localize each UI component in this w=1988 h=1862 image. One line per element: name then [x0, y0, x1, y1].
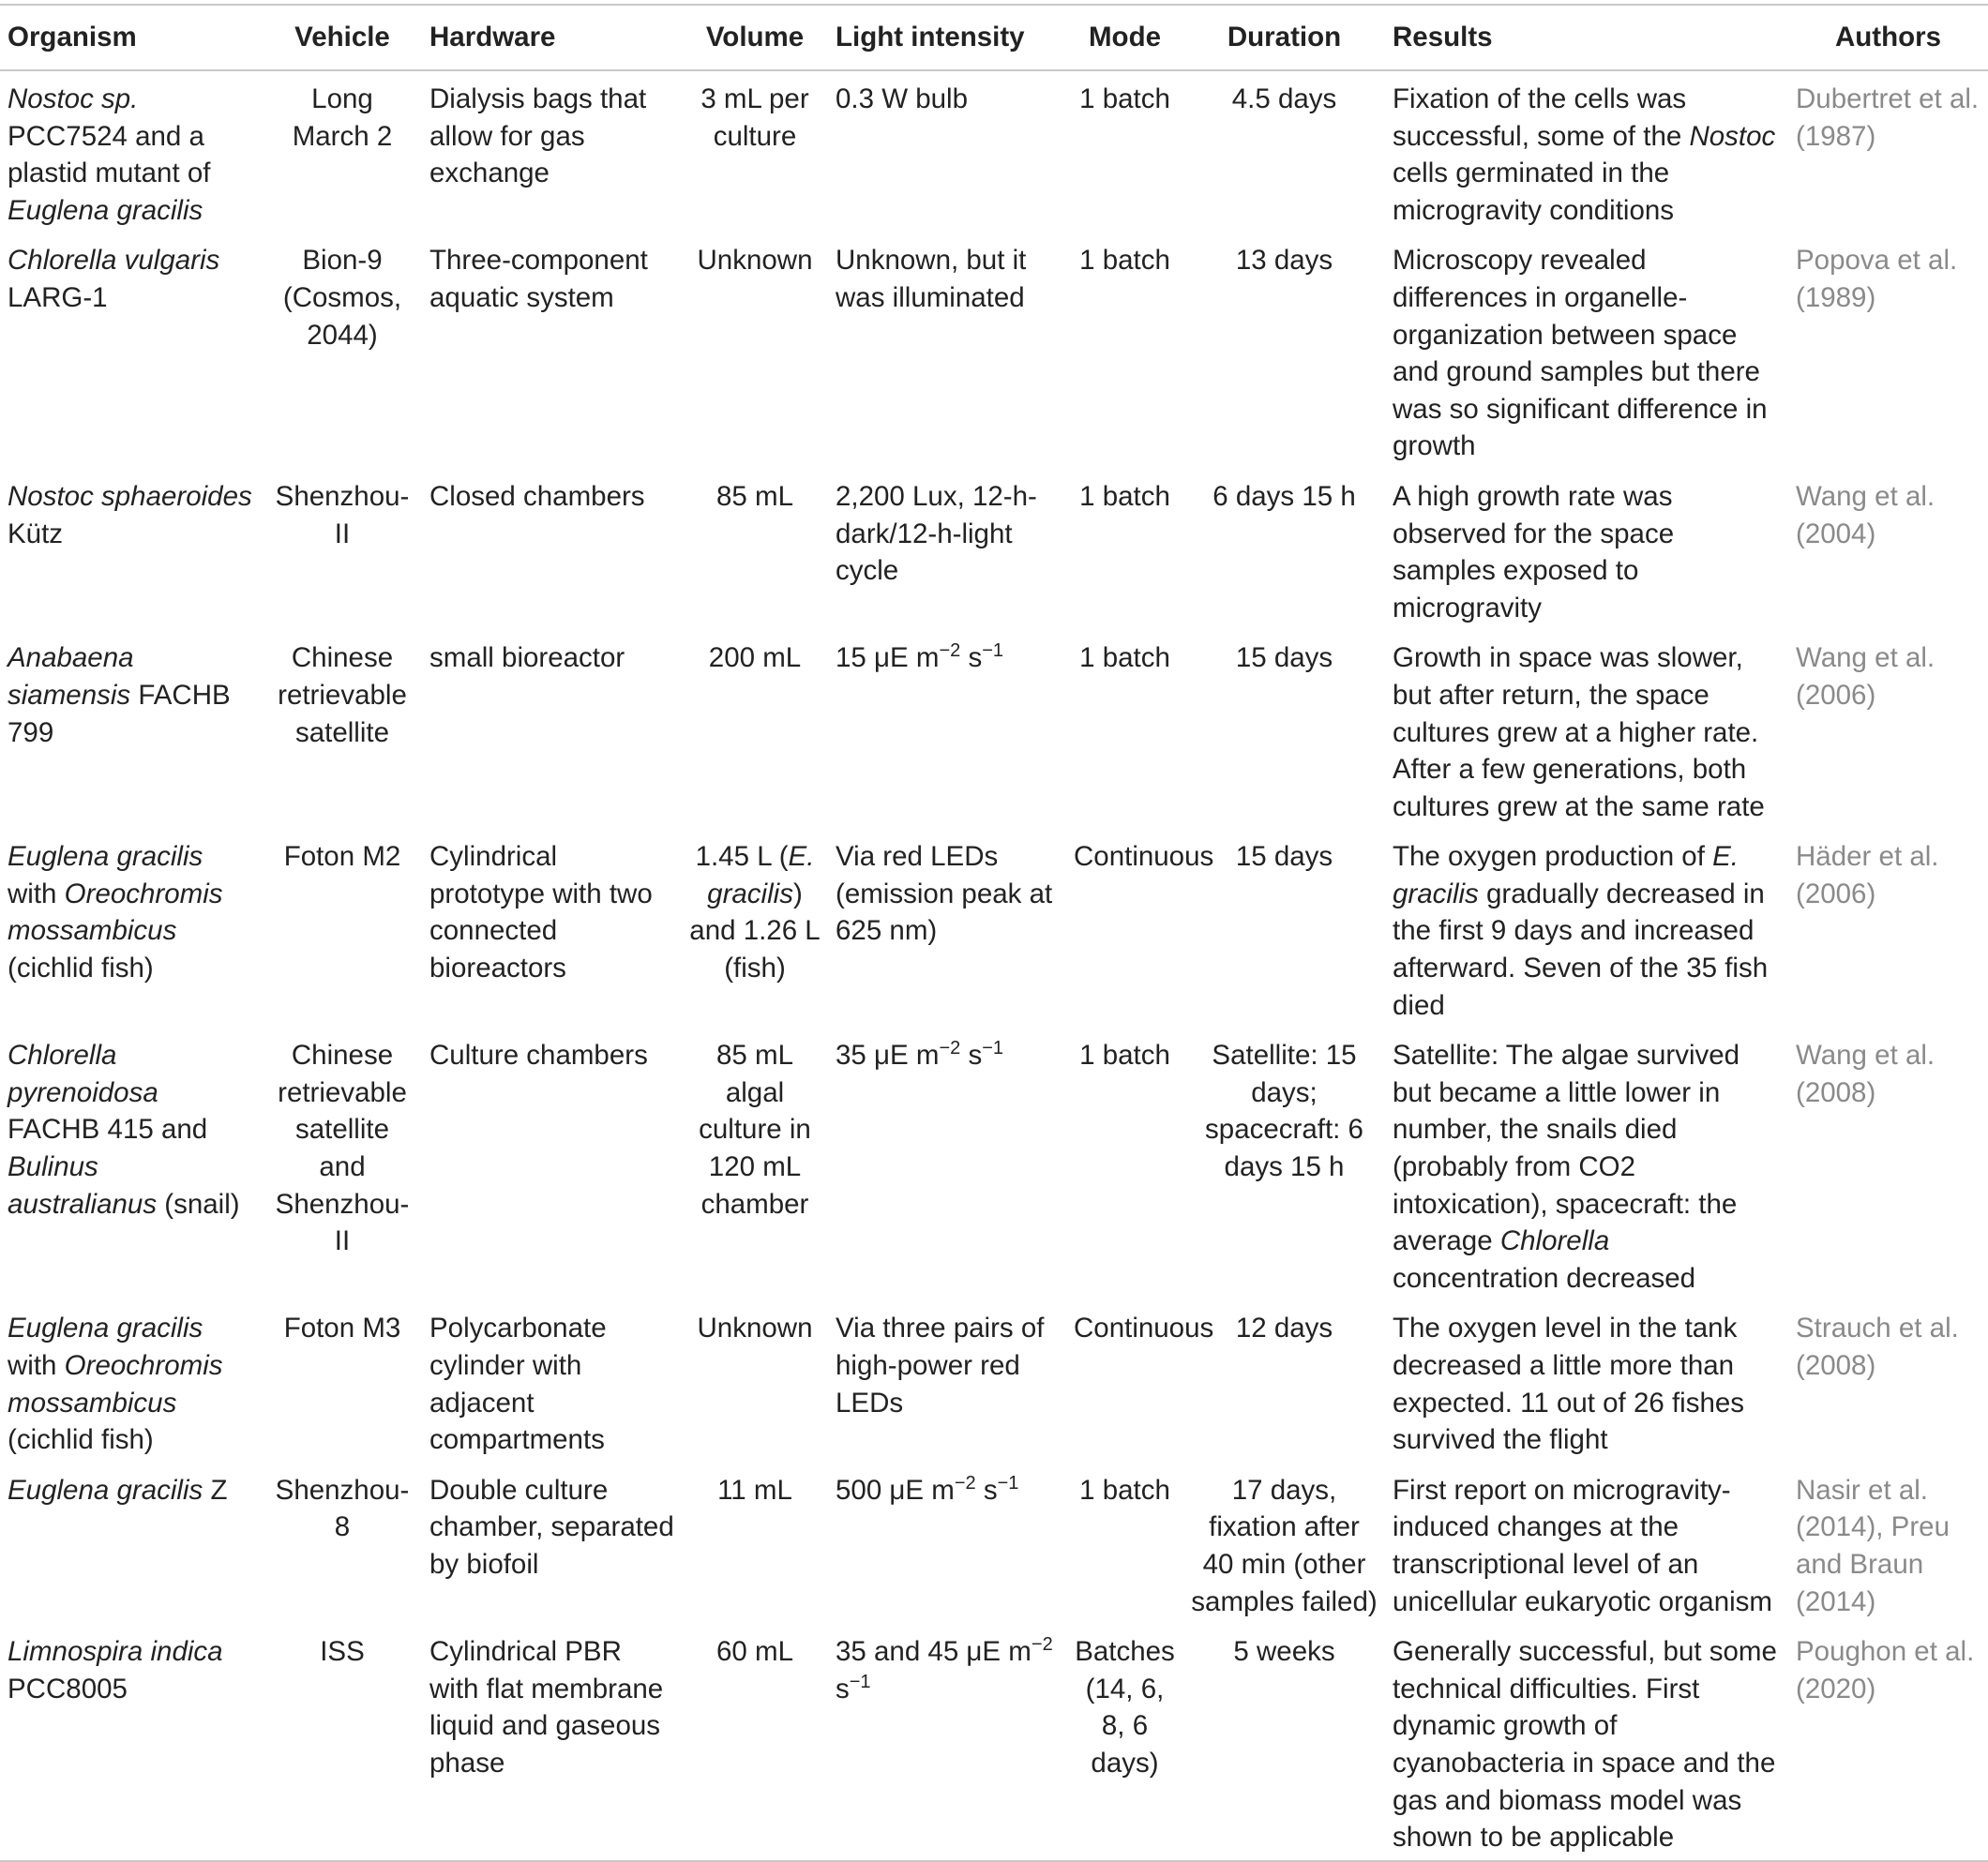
header-duration: Duration	[1227, 22, 1342, 53]
cell-organism	[0, 1028, 263, 1300]
cell-organism-segment: Chlorella vulgaris	[8, 245, 220, 277]
cell-light-intensity	[828, 469, 1066, 630]
cell-hardware: Three-component aquatic system	[429, 245, 648, 313]
cell-hardware: small bioreactor	[429, 642, 625, 674]
cell-light-intensity	[828, 630, 1066, 829]
table-row	[0, 233, 1988, 469]
header-organism: Organism	[8, 22, 137, 53]
cell-organism-segment: FACHB 799	[8, 679, 231, 748]
cell-authors: Poughon et al. (2020)	[1796, 1636, 1975, 1704]
header-light-intensity: Light intensity	[836, 22, 1025, 53]
cell-results	[1385, 70, 1788, 233]
cell-duration: 12 days	[1235, 1313, 1333, 1344]
cell-results-segment: gradually decreased in the first 9 days and increased afterward. Seven of the 35 fish died	[1393, 878, 1769, 1021]
cell-light-intensity-segment: 500 μE m	[836, 1474, 955, 1506]
cell-organism	[0, 469, 263, 630]
cell-vehicle: Chinese retrievable satellite and Shenzhou-II	[275, 1040, 410, 1257]
cell-organism	[0, 1624, 263, 1861]
cell-volume: 85 mL	[716, 480, 793, 512]
cell-light-intensity-segment: 0.3 W bulb	[836, 83, 969, 114]
cell-results	[1385, 1624, 1788, 1861]
cell-hardware: Cylindrical PBR with flat membrane liquid and gaseous phase	[429, 1636, 664, 1779]
cell-organism-segment: Kütz	[8, 518, 64, 549]
cell-organism-segment: PCC8005	[8, 1673, 128, 1704]
cell-organism	[0, 1300, 263, 1462]
cell-results	[1385, 1300, 1788, 1462]
cell-mode: Continuous	[1074, 1313, 1214, 1344]
microgravity-studies-table	[0, 4, 1988, 1862]
cell-organism-segment: Bulinus australianus	[8, 1151, 158, 1220]
cell-mode: 1 batch	[1079, 83, 1170, 114]
cell-volume: 60 mL	[716, 1636, 793, 1668]
table-row	[0, 1028, 1988, 1300]
cell-light-intensity-segment: −1	[849, 1671, 871, 1692]
cell-light-intensity	[828, 70, 1066, 233]
cell-light-intensity-segment: −1	[982, 640, 1004, 662]
table-row	[0, 1624, 1988, 1861]
cell-results-segment: A high growth rate was observed for the space samples exposed to microgravity	[1393, 480, 1675, 623]
cell-vehicle: Foton M2	[283, 841, 401, 873]
cell-organism-segment: (cichlid fish)	[8, 1424, 154, 1456]
cell-light-intensity	[828, 1624, 1066, 1861]
cell-results-segment: Satellite: The algae survived but became a little lower in number, the snails died (probably from CO2 intoxication), spacecraft: the average	[1393, 1040, 1740, 1257]
cell-results	[1385, 469, 1788, 630]
cell-results-segment: Growth in space was slower, but after return, the space cultures grew at a higher rate. After a few generations, both cultures grew at the same rate	[1393, 642, 1765, 822]
cell-hardware: Culture chambers	[429, 1040, 648, 1072]
cell-organism-segment: Oreochromis mossambicus	[8, 878, 223, 947]
cell-duration: Satellite: 15 days; spacecraft: 6 days 15 h	[1205, 1040, 1363, 1183]
cell-duration: 13 days	[1235, 245, 1333, 277]
cell-authors: Dubertret et al. (1987)	[1796, 83, 1980, 152]
cell-organism	[0, 1463, 263, 1624]
cell-organism-segment: Z	[203, 1474, 228, 1506]
cell-duration: 15 days	[1235, 841, 1333, 873]
cell-hardware: Polycarbonate cylinder with adjacent compartments	[429, 1313, 607, 1456]
cell-results-segment: The oxygen level in the tank decreased a little more than expected. 11 out of 26 fishes survived the flight	[1393, 1313, 1745, 1456]
cell-vehicle: ISS	[320, 1636, 365, 1668]
table-row	[0, 1463, 1988, 1624]
cell-volume: Unknown	[697, 245, 813, 277]
cell-results	[1385, 1028, 1788, 1300]
cell-duration: 4.5 days	[1231, 83, 1337, 114]
cell-light-intensity-segment: 2,200 Lux, 12-h-dark/12-h-light cycle	[836, 480, 1037, 587]
cell-organism	[0, 630, 263, 829]
cell-vehicle: Shenzhou-8	[275, 1474, 410, 1543]
cell-organism-segment: Euglena gracilis	[8, 1313, 203, 1344]
cell-volume: 85 mL algal culture in 120 mL chamber	[699, 1040, 811, 1220]
cell-light-intensity-segment: s	[975, 1474, 998, 1506]
cell-volume: 200 mL	[708, 642, 802, 674]
cell-light-intensity-segment: s	[960, 1040, 983, 1072]
table-row	[0, 469, 1988, 630]
cell-volume-segment: ) and 1.26 L (fish)	[689, 878, 821, 984]
cell-results	[1385, 233, 1788, 469]
cell-organism-segment: Euglena gracilis	[8, 841, 203, 873]
cell-mode: 1 batch	[1079, 1040, 1170, 1072]
cell-authors: Popova et al. (1989)	[1796, 245, 1958, 313]
cell-volume: 3 mL per culture	[700, 83, 809, 152]
cell-organism-segment: Nostoc sphaeroides	[8, 480, 252, 512]
cell-results-segment: Microscopy revealed differences in organelle-organization between space and ground samples but there was so significant difference in growth	[1393, 245, 1768, 462]
table-row	[0, 1300, 1988, 1462]
cell-organism-segment: FACHB 415 and	[8, 1114, 208, 1146]
cell-vehicle: Long March 2	[292, 83, 393, 152]
cell-hardware: Dialysis bags that allow for gas exchange	[429, 83, 647, 189]
cell-results-segment: cells germinated in the microgravity conditions	[1393, 158, 1675, 226]
cell-results-segment: Fixation of the cells was successful, some of the	[1393, 83, 1690, 152]
cell-light-intensity-segment: s	[836, 1673, 850, 1704]
cell-organism-segment: LARG-1	[8, 281, 108, 313]
cell-light-intensity-segment: Unknown, but it was illuminated	[836, 245, 1027, 313]
cell-light-intensity-segment: −2	[939, 640, 961, 662]
cell-mode: Batches (14, 6, 8, 6 days)	[1075, 1636, 1175, 1779]
table-row	[0, 829, 1988, 1028]
cell-results	[1385, 829, 1788, 1028]
table-row	[0, 630, 1988, 829]
cell-authors: Nasir et al. (2014), Preu and Braun (2014)	[1796, 1474, 1950, 1617]
cell-duration: 6 days 15 h	[1212, 480, 1356, 512]
cell-organism-segment: Nostoc sp.	[8, 83, 139, 114]
cell-light-intensity-segment: 15 μE m	[836, 642, 940, 674]
cell-organism-segment: Euglena gracilis	[8, 1474, 203, 1506]
cell-light-intensity-segment: Via red LEDs (emission peak at 625 nm)	[836, 841, 1053, 947]
cell-volume-segment: E. gracilis	[707, 841, 815, 909]
cell-mode: 1 batch	[1079, 1474, 1170, 1506]
cell-results-segment: The oxygen production of	[1393, 841, 1713, 873]
cell-organism-segment: (cichlid fish)	[8, 953, 154, 984]
cell-hardware: Closed chambers	[429, 480, 645, 512]
cell-volume-segment: 1.45 L (	[695, 841, 789, 873]
cell-organism	[0, 233, 263, 469]
cell-light-intensity	[828, 1463, 1066, 1624]
cell-light-intensity-segment: 35 and 45 μE m	[836, 1636, 1032, 1668]
header-hardware: Hardware	[429, 22, 556, 53]
cell-light-intensity-segment: 35 μE m	[836, 1040, 940, 1072]
cell-organism-segment: Chlorella pyrenoidosa	[8, 1040, 158, 1108]
header-vehicle: Vehicle	[294, 22, 390, 53]
cell-authors: Wang et al. (2006)	[1796, 642, 1935, 711]
cell-light-intensity-segment: s	[960, 642, 983, 674]
cell-organism-segment: with	[8, 1350, 65, 1381]
cell-organism-segment: Oreochromis mossambicus	[8, 1350, 223, 1419]
cell-results-segment: Chlorella	[1499, 1225, 1610, 1257]
cell-authors: Wang et al. (2004)	[1796, 480, 1935, 549]
cell-authors: Strauch et al. (2008)	[1796, 1313, 1959, 1381]
cell-results-segment: concentration decreased	[1393, 1262, 1696, 1294]
cell-light-intensity-segment: −1	[997, 1472, 1019, 1494]
cell-volume: Unknown	[697, 1313, 813, 1344]
cell-vehicle: Chinese retrievable satellite	[278, 642, 407, 748]
cell-light-intensity-segment: −2	[1031, 1634, 1053, 1656]
cell-mode: 1 batch	[1079, 245, 1170, 277]
cell-light-intensity	[828, 1300, 1066, 1462]
cell-light-intensity-segment: −2	[939, 1038, 961, 1059]
cell-results-segment: Generally successful, but some technical difficulties. First dynamic growth of cyanobacteria in space and the gas and biomass model was shown to be applicable	[1393, 1636, 1777, 1854]
table-row	[0, 70, 1988, 233]
header-results: Results	[1393, 22, 1493, 53]
cell-hardware: Double culture chamber, separated by biofoil	[429, 1474, 674, 1580]
cell-results	[1385, 630, 1788, 829]
cell-organism-segment: with	[8, 878, 65, 909]
cell-mode: 1 batch	[1079, 642, 1170, 674]
cell-duration: 17 days, fixation after 40 min (other samples failed)	[1191, 1474, 1378, 1617]
cell-light-intensity	[828, 233, 1066, 469]
cell-vehicle: Shenzhou-II	[275, 480, 410, 549]
header-volume: Volume	[705, 22, 805, 53]
cell-results	[1385, 1463, 1788, 1624]
cell-results-segment: E. gracilis	[1393, 841, 1739, 909]
cell-results-segment: First report on microgravity-induced changes at the transcriptional level of an unicellular eukaryotic organism	[1393, 1474, 1772, 1617]
cell-organism-segment: (snail)	[157, 1188, 240, 1220]
cell-organism-segment: PCC7524 and a plastid mutant of	[8, 120, 211, 189]
cell-light-intensity	[828, 1028, 1066, 1300]
cell-organism-segment: Limnospira indica	[8, 1636, 223, 1668]
cell-light-intensity-segment: −2	[954, 1472, 976, 1494]
cell-duration: 5 weeks	[1233, 1636, 1335, 1668]
cell-vehicle: Bion-9 (Cosmos, 2044)	[282, 245, 402, 351]
cell-light-intensity-segment: −1	[982, 1038, 1004, 1059]
cell-organism	[0, 70, 263, 233]
cell-mode: 1 batch	[1079, 480, 1170, 512]
cell-authors: Wang et al. (2008)	[1796, 1040, 1935, 1108]
cell-authors: Häder et al. (2006)	[1796, 841, 1939, 909]
cell-volume	[682, 829, 828, 1028]
cell-organism-segment: Euglena gracilis	[8, 194, 203, 226]
cell-light-intensity-segment: Via three pairs of high-power red LEDs	[836, 1313, 1045, 1419]
table-body	[0, 70, 1988, 1861]
cell-results-segment: Nostoc	[1689, 120, 1776, 152]
cell-volume: 11 mL	[717, 1474, 792, 1506]
cell-organism	[0, 829, 263, 1028]
cell-duration: 15 days	[1235, 642, 1333, 674]
cell-light-intensity	[828, 829, 1066, 1028]
header-row	[0, 5, 1988, 70]
header-authors: Authors	[1834, 22, 1942, 53]
header-mode: Mode	[1088, 22, 1162, 53]
cell-organism-segment: Anabaena siamensis	[8, 642, 134, 711]
cell-hardware: Cylindrical prototype with two connected bioreactors	[429, 841, 653, 984]
cell-mode: Continuous	[1074, 841, 1214, 873]
cell-vehicle: Foton M3	[283, 1313, 401, 1344]
